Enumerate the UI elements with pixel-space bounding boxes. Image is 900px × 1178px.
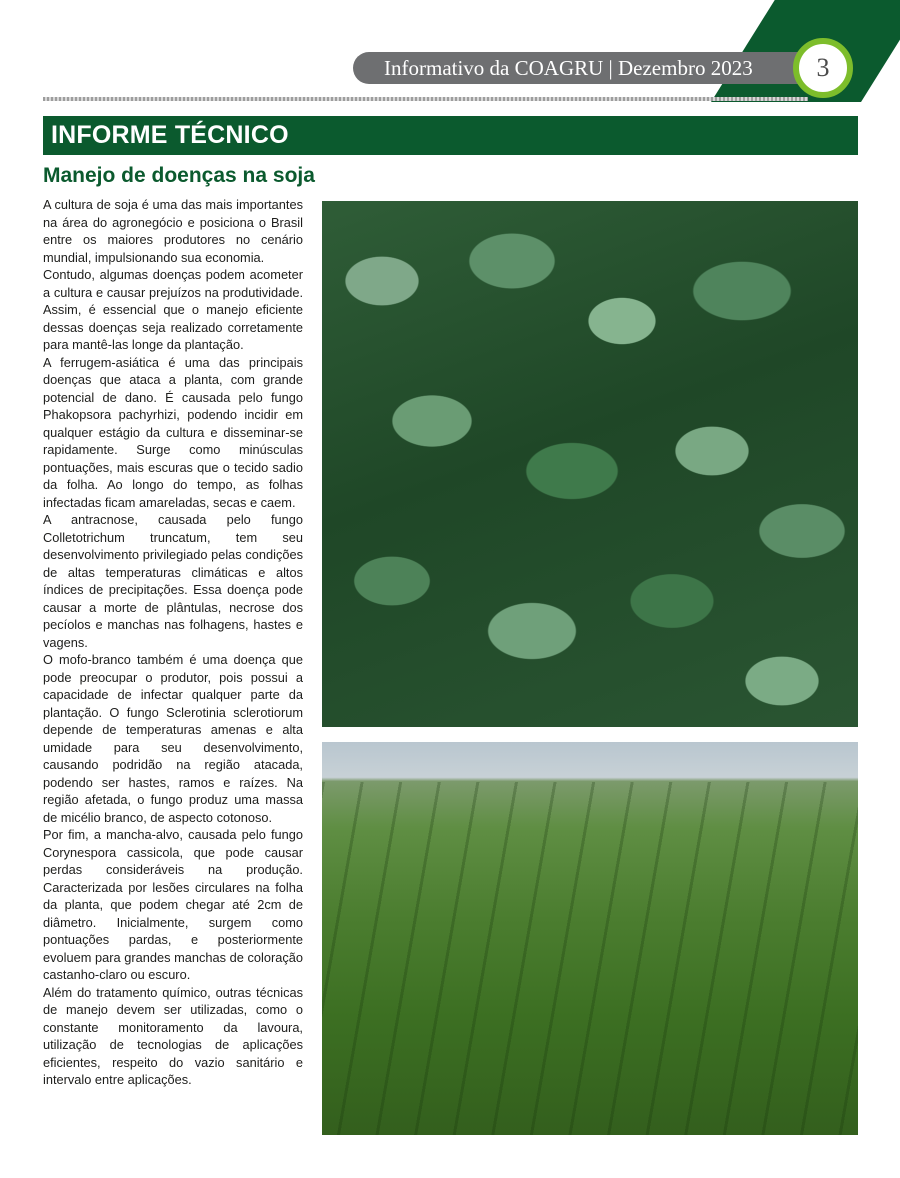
paragraph: Além do tratamento químico, outras técnicas de manejo devem ser utilizadas, como o constante monitoramento da lavoura, utilização de tecnologias de aplicações eficientes, respeito do vazio sanitário e intervalo entre aplicações. bbox=[43, 984, 303, 1087]
paragraph: O mofo-branco também é uma doença que pode preocupar o produtor, pois possui a capacidade de infectar qualquer parte da plantação. O fungo Sclerotinia sclerotiorum depende de temperaturas amenas e alta umidade para seu desenvolvimento, causando podridão na região atacada, podendo ser hastes, ramos e raízes. Na região afetada, o fungo produz uma massa de micélio branco, de aspecto cotonoso. bbox=[43, 652, 303, 825]
paragraph: Contudo, algumas doenças podem acometer a cultura e causar prejuízos na produtividade. Assim, é essencial que o manejo eficiente dessas doenças seja realizado corretamente para mantê-las longe da plantação. bbox=[43, 267, 303, 352]
soybean-field-photo bbox=[322, 742, 858, 1135]
article-body bbox=[43, 196, 303, 1089]
paragraph: A cultura de soja é uma das mais importantes na área do agronegócio e posiciona o Brasil entre os maiores produtores no cenário mundial, impulsionando sua economia. bbox=[43, 197, 303, 265]
paragraph: A ferrugem-asiática é uma das principais doenças que ataca a planta, com grande potencial de dano. É causada pelo fungo Phakopsora pachyrhizi, podendo incidir em qualquer estágio da cultura e disseminar-se rapidamente. Surge como minúsculas pontuações, mais escuras que o tecido sadio da folha. Ao longo do tempo, as folhas infectadas ficam amareladas, secas e caem. bbox=[43, 354, 303, 510]
publication-title: Informativo da COAGRU | Dezembro 2023 bbox=[384, 56, 753, 80]
paragraph: Por fim, a mancha-alvo, causada pelo fungo Corynespora cassicola, que pode causar perdas consideráveis na produção. Caracterizada por lesões circulares na folha da planta, que podem chegar até 2cm de diâmetro. Inicialmente, surgem como pontuações pardas, e posteriormente evoluem para grandes manchas de coloração castanho-claro ou escuro. bbox=[43, 827, 303, 982]
soybean-leaves-photo bbox=[322, 201, 858, 727]
page-number: 3 bbox=[793, 38, 853, 98]
section-banner: INFORME TÉCNICO bbox=[43, 116, 858, 155]
header-divider bbox=[43, 97, 808, 101]
article-title: Manejo de doenças na soja bbox=[43, 164, 315, 187]
paragraph: A antracnose, causada pelo fungo Colletotrichum truncatum, tem seu desenvolvimento privilegiado pelas condições de altas temperaturas climáticas e altos índices de precipitações. Essa doença pode causar a morte de plântulas, necrose dos pecíolos e manchas nas folhagens, hastes e vagens. bbox=[43, 512, 303, 650]
